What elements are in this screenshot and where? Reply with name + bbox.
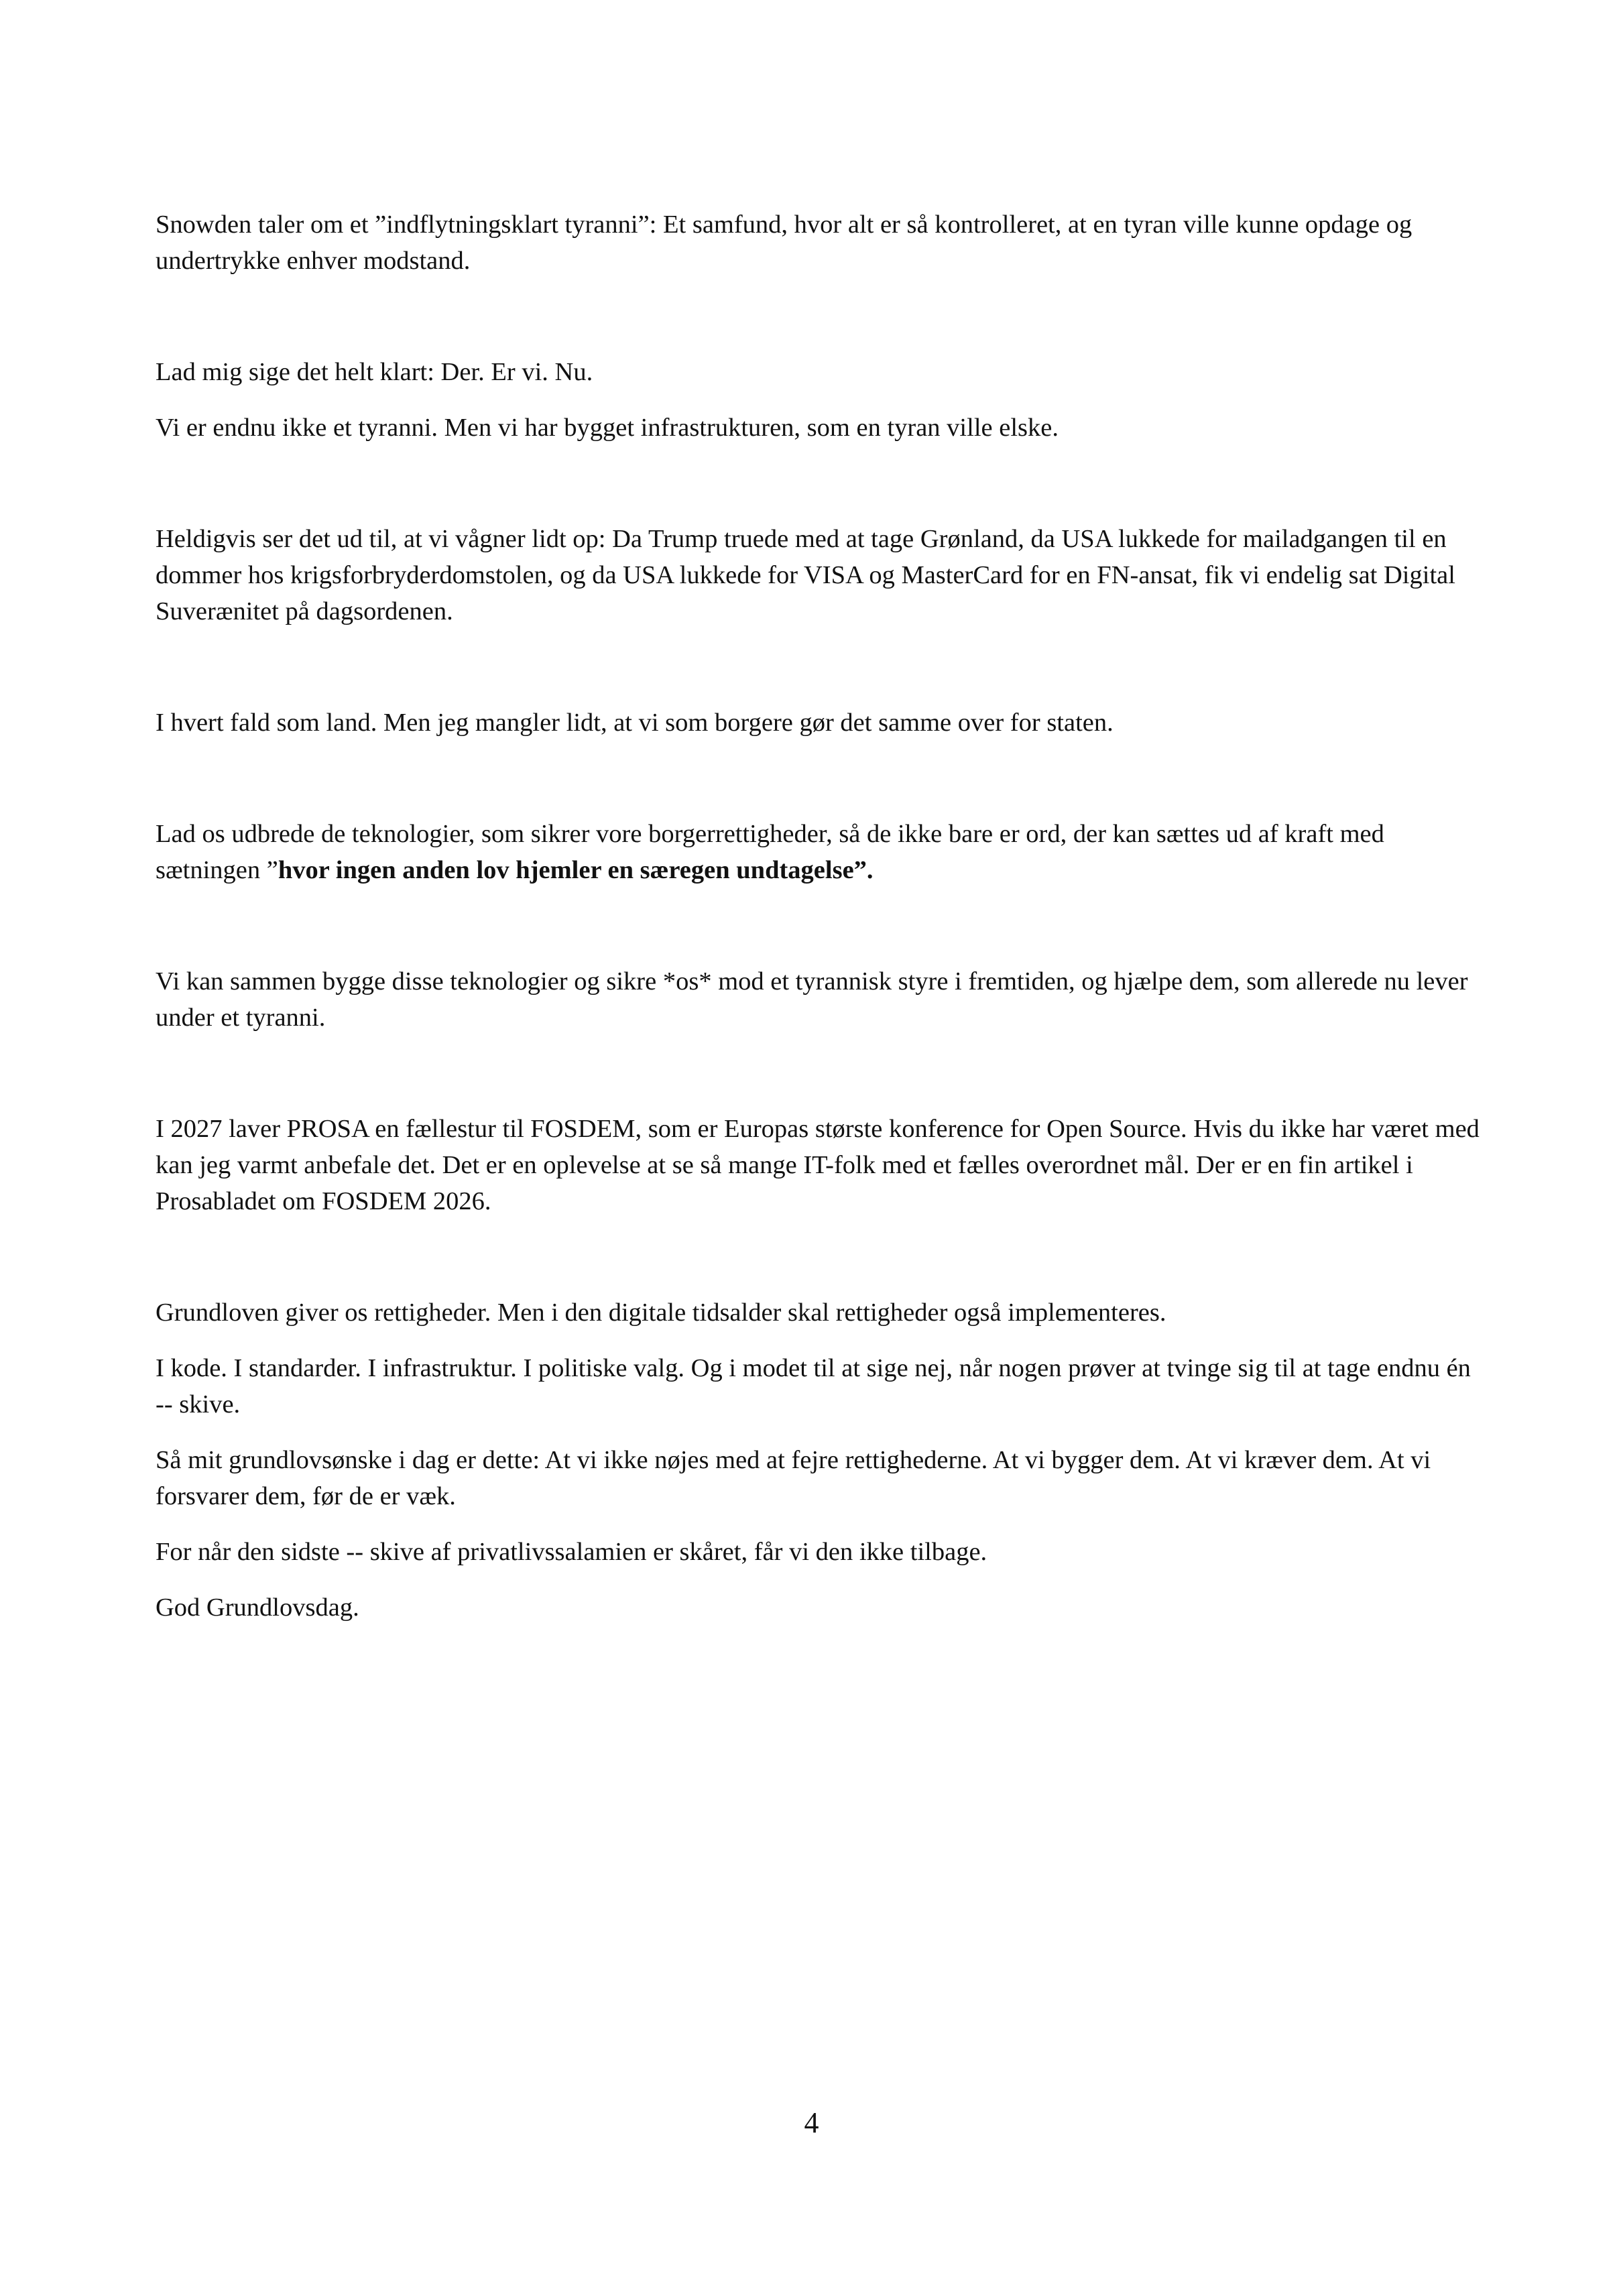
paragraph-grundloven: Grundloven giver os rettigheder. Men i den digitale tidsalder skal rettigheder også implementeres. [156,1298,1166,1327]
paragraph-snowden: Snowden taler om et ”indflytningsklart tyranni”: Et samfund, hvor alt er så kontrolleret, at en tyran ville kunne opdage og undertrykke enhver modstand. [156,210,1412,275]
paragraph-borgere: I hvert fald som land. Men jeg mangler lidt, at vi som borgere gør det samme over for staten. [156,709,1114,737]
paragraph-grundlovsoenske: Så mit grundlovsønske i dag er dette: At vi ikke nøjes med at fejre rettighederne. At vi bygger dem. At vi kræver dem. At vi forsvarer dem, før de er væk. [156,1446,1431,1510]
paragraph-teknologier [156,816,1480,888]
paragraph-der-er-vi-nu: Lad mig sige det helt klart: Der. Er vi. Nu. [156,358,593,386]
page-number: 4 [804,2106,819,2139]
paragraph-digital-suveraenitet: Heldigvis ser det ud til, at vi vågner lidt op: Da Trump truede med at tage Grønland, da USA lukkede for mailadgangen til en dommer hos krigsforbryderdomstolen, og da USA lukkede for VISA og MasterCard for en FN-ansat, fik vi endelig sat Digital Suverænitet på dagsordenen. [156,525,1455,625]
paragraph-infrastruktur: Vi er endnu ikke et tyranni. Men vi har bygget infrastrukturen, som en tyran ville elske. [156,414,1059,442]
paragraph-teknologier-quote: hvor ingen anden lov hjemler en særegen undtagelse”. [278,856,874,884]
paragraph-privatlivssalamien: For når den sidste -- skive af privatlivssalamien er skåret, får vi den ikke tilbage. [156,1538,987,1566]
document-body [156,206,1480,1645]
paragraph-tyrannisk-styre: Vi kan sammen bygge disse teknologier og sikre *os* mod et tyrannisk styre i fremtiden, og hjælpe dem, som allerede nu lever under et tyranni. [156,967,1468,1032]
paragraph-i-kode: I kode. I standarder. I infrastruktur. I politiske valg. Og i modet til at sige nej, når nogen prøver at tvinge sig til at tage endnu én -- skive. [156,1354,1471,1418]
paragraph-teknologier-text: Lad os udbrede de teknologier, som sikrer vore borgerrettigheder, så de ikke bare er ord, der kan sættes ud af kraft med sætningen ” [156,820,1384,884]
paragraph-god-grundlovsdag: God Grundlovsdag. [156,1593,359,1622]
paragraph-fosdem: I 2027 laver PROSA en fællestur til FOSDEM, som er Europas største konference for Open Source. Hvis du ikke har været med kan jeg varmt anbefale det. Det er en oplevelse at se så mange IT-folk med et fælles overordnet mål. Der er en fin artikel i Prosabladet om FOSDEM 2026. [156,1115,1480,1215]
